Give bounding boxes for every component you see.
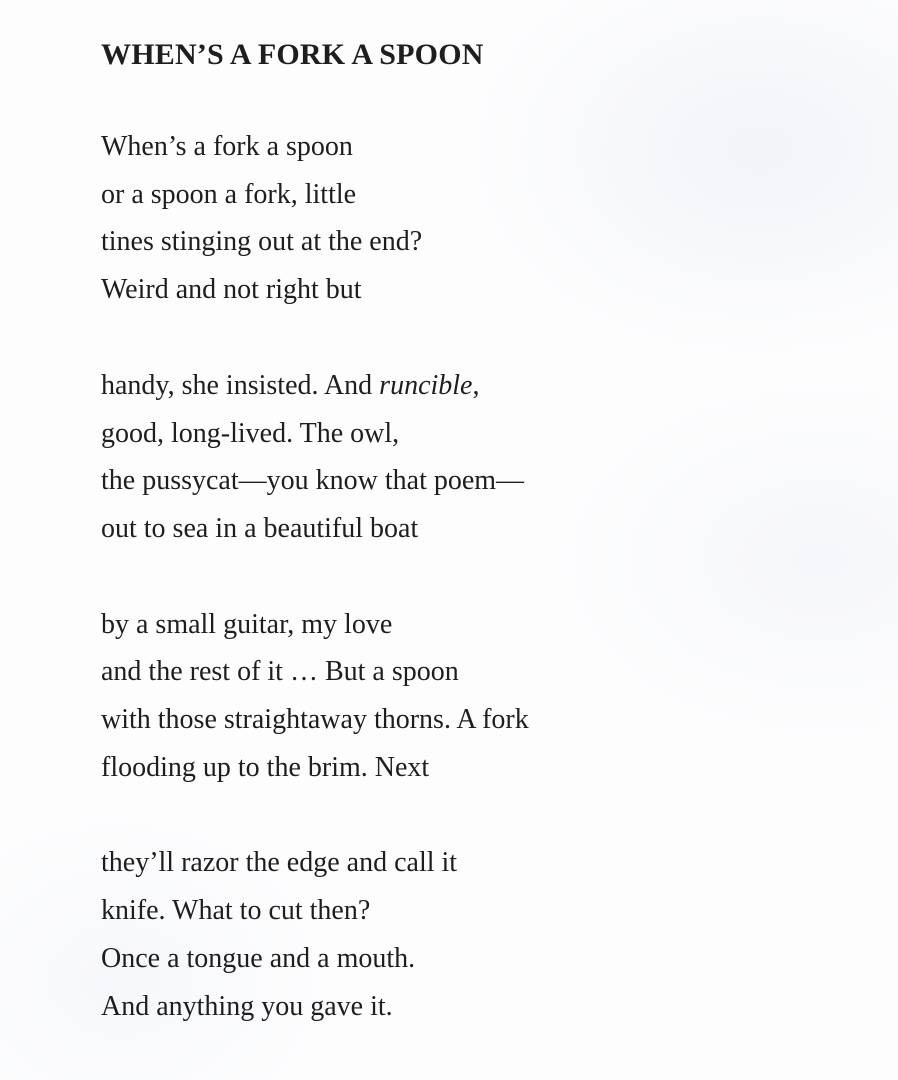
poem-line: good, long-lived. The owl,	[101, 417, 400, 449]
poem-line: or a spoon a fork, little	[101, 178, 357, 210]
poem-line: with those straightaway thorns. A fork	[101, 704, 529, 736]
poem-line-text: ,	[472, 369, 480, 401]
poem-line: When’s a fork a spoon	[101, 131, 353, 162]
poem-line: out to sea in a beautiful boat	[101, 512, 419, 544]
italic-word: runcible	[379, 369, 473, 401]
stanza-4	[101, 839, 861, 1030]
poem-line: And anything you gave it.	[101, 990, 393, 1022]
poem	[101, 35, 861, 1030]
poem-line: Once a tongue and a mouth.	[101, 942, 416, 974]
poem-line: the pussycat—you know that poem—	[101, 465, 525, 497]
poem-line: they’ll razor the edge and call it	[101, 847, 458, 879]
stanza-2	[101, 362, 861, 553]
poem-title: WHEN’S A FORK A SPOON	[101, 38, 484, 71]
poem-line	[101, 362, 861, 410]
poem-line: by a small guitar, my love	[101, 608, 393, 640]
poem-line-text: handy, she insisted. And	[101, 369, 380, 401]
stanza-1	[101, 123, 861, 314]
poem-line: flooding up to the brim. Next	[101, 751, 430, 783]
poem-line: Weird and not right but	[101, 274, 362, 306]
poem-line: tines stinging out at the end?	[101, 226, 423, 258]
stanza-3	[101, 601, 861, 792]
poem-line: and the rest of it … But a spoon	[101, 656, 459, 688]
poem-line: knife. What to cut then?	[101, 895, 371, 927]
